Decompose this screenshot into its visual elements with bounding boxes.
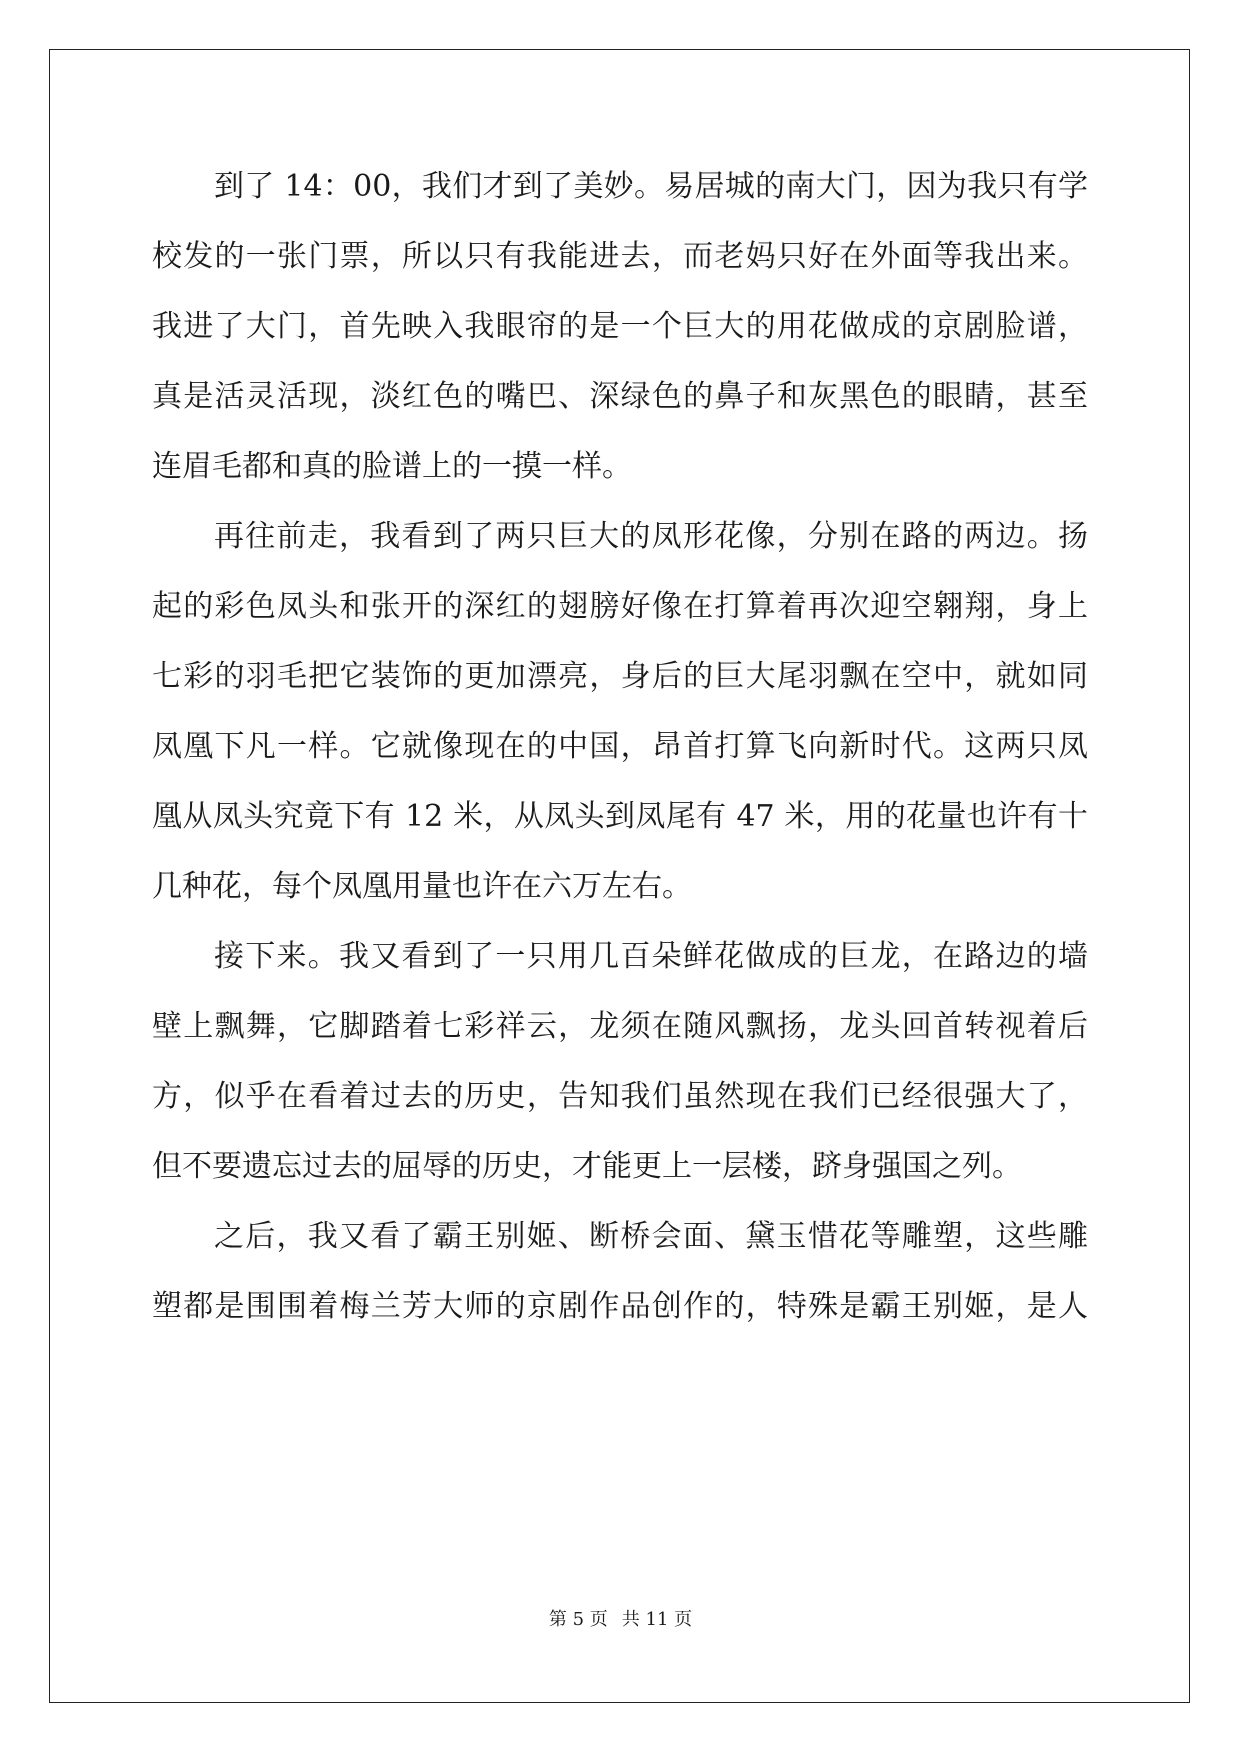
page-number: 第 5 页 xyxy=(548,1609,608,1630)
text-line: 但不要遗忘过去的屈辱的历史，才能更上一层楼，跻身强国之列。 xyxy=(152,1149,1022,1184)
document-body xyxy=(152,162,1088,1352)
text-line: 几种花，每个凤凰用量也许在六万左右。 xyxy=(152,869,692,904)
text-line: 凤凰下凡一样。它就像现在的中国，昂首打算飞向新时代。这两只凤 xyxy=(152,729,1088,764)
text-line: 凰从凤头究竟下有 12 米，从凤头到凤尾有 47 米，用的花量也许有十 xyxy=(152,799,1088,834)
text-line: 塑都是围围着梅兰芳大师的京剧作品创作的，特殊是霸王别姬，是人 xyxy=(152,1289,1088,1324)
text-line: 七彩的羽毛把它装饰的更加漂亮，身后的巨大尾羽飘在空中，就如同 xyxy=(152,659,1088,694)
text-line: 到了 14：00，我们才到了美妙。易居城的南大门，因为我只有学 xyxy=(214,169,1088,204)
text-line: 我进了大门，首先映入我眼帘的是一个巨大的用花做成的京剧脸谱， xyxy=(152,309,1088,344)
text-line: 连眉毛都和真的脸谱上的一摸一样。 xyxy=(152,449,632,484)
text-line: 方，似乎在看着过去的历史，告知我们虽然现在我们已经很强大了， xyxy=(152,1079,1088,1114)
text-line: 再往前走，我看到了两只巨大的凤形花像，分别在路的两边。扬 xyxy=(214,519,1088,554)
text-line: 真是活灵活现，淡红色的嘴巴、深绿色的鼻子和灰黑色的眼睛，甚至 xyxy=(152,379,1088,414)
page-total: 共 11 页 xyxy=(621,1609,693,1630)
text-line: 起的彩色凤头和张开的深红的翅膀好像在打算着再次迎空翱翔，身上 xyxy=(152,589,1088,624)
text-line: 壁上飘舞，它脚踏着七彩祥云，龙须在随风飘扬，龙头回首转视着后 xyxy=(152,1009,1088,1044)
page-footer xyxy=(0,1605,1241,1631)
text-line: 接下来。我又看到了一只用几百朵鲜花做成的巨龙，在路边的墙 xyxy=(214,939,1088,974)
text-line: 之后，我又看了霸王别姬、断桥会面、黛玉惜花等雕塑，这些雕 xyxy=(214,1219,1088,1254)
text-line: 校发的一张门票，所以只有我能进去，而老妈只好在外面等我出来。 xyxy=(152,239,1088,274)
